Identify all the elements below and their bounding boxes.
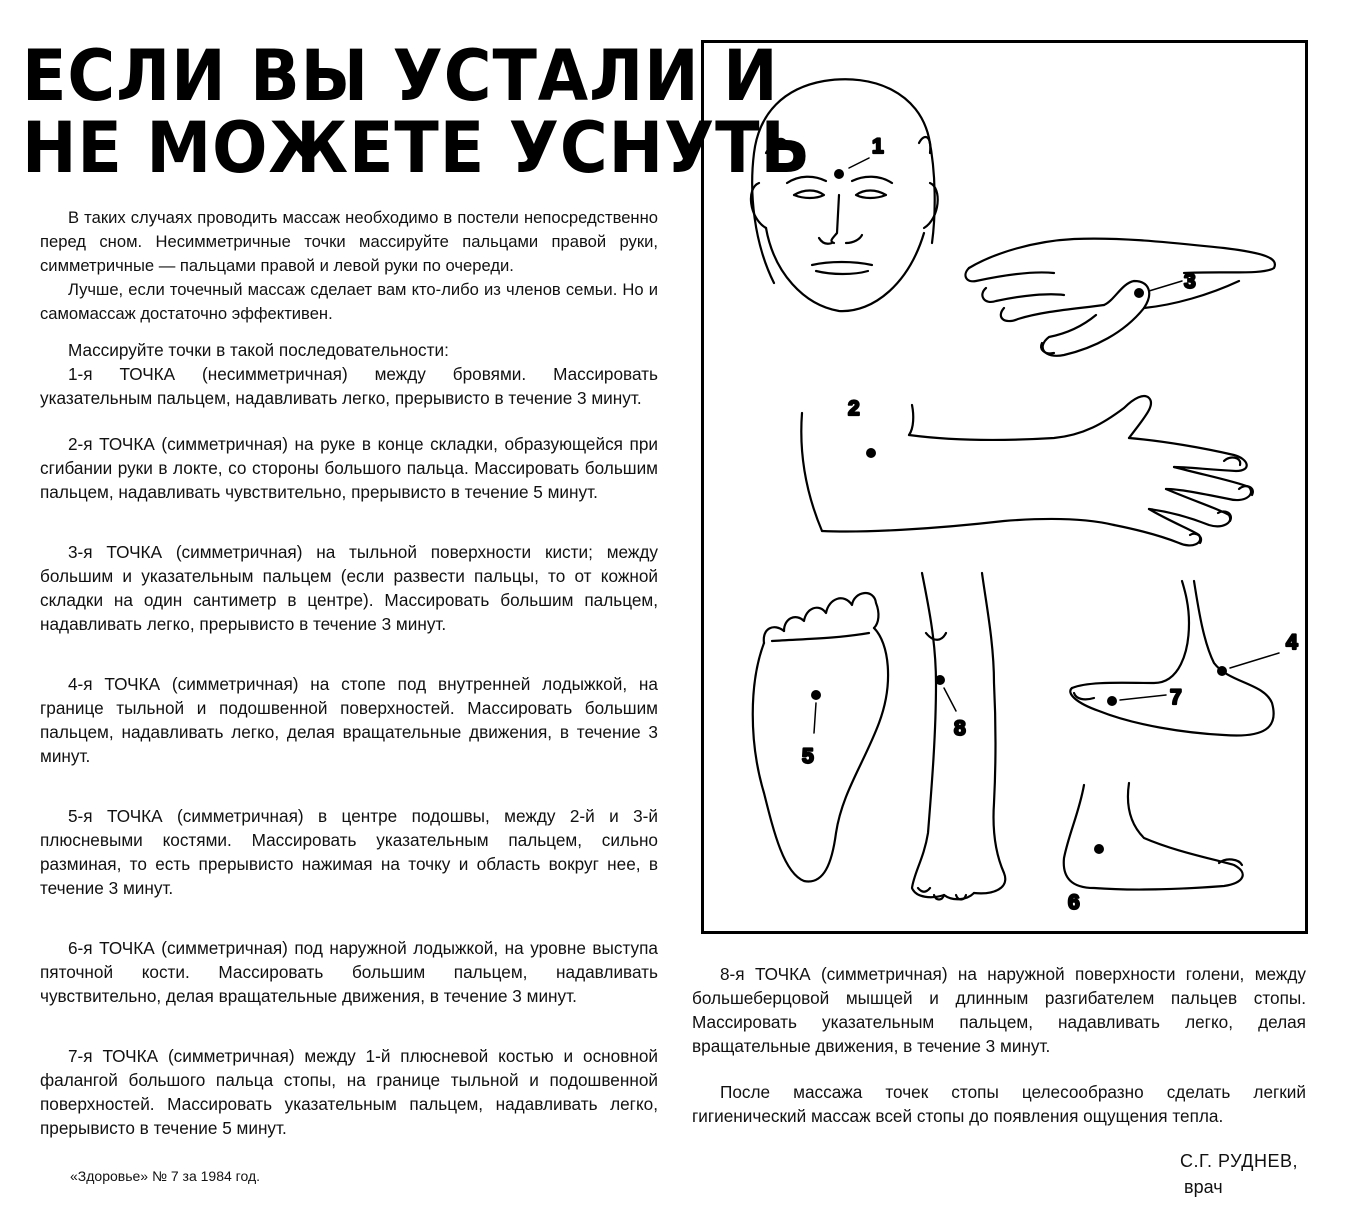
point-3-dot [1134, 288, 1144, 298]
point-8-dot [935, 675, 945, 685]
point-1-text: 1-я ТОЧКА (несимметричная) между бровями. Массировать указательным пальцем, надавливать легко, прерывисто в течение 3 минут. [40, 364, 658, 408]
label-4: 4 [1286, 631, 1298, 654]
label-6: 6 [1068, 891, 1080, 914]
article-title [22, 35, 812, 189]
point-2-text: 2-я ТОЧКА (симметричная) на руке в конце складки, образующейся при сгибании руки в локте, со стороны большого пальца. Массировать большим пальцем, надавливать чувствительно, прерывисто в течение 5 минут. [40, 434, 658, 502]
foot-outer-drawing [1064, 783, 1243, 889]
label-8: 8 [954, 717, 966, 740]
label-7: 7 [1170, 686, 1182, 709]
label-2: 2 [848, 397, 860, 420]
label-5: 5 [802, 745, 814, 768]
acupressure-illustration [704, 43, 1305, 931]
point-7-dot [1107, 696, 1117, 706]
label-3: 3 [1184, 270, 1196, 293]
point-7-leader [1120, 695, 1166, 700]
point-5-leader [814, 703, 816, 733]
point-2-dot [866, 448, 876, 458]
right-column [692, 962, 1306, 1128]
point-5-dot [811, 690, 821, 700]
illustration-frame [701, 40, 1308, 934]
author-role: врач [1184, 1177, 1223, 1197]
sole-drawing [753, 593, 888, 881]
author-name: С.Г. РУДНЕВ, [1180, 1151, 1298, 1171]
arm-drawing [801, 396, 1253, 545]
intro-paragraph: В таких случаях проводить массаж необходимо в постели непосредственно перед сном. Несимметричные точки массируйте пальцами правой руки, симметричные — пальцами правой и левой руки по очереди. [40, 208, 658, 275]
point-3-text: 3-я ТОЧКА (симметричная) на тыльной поверхности кисти; между большим и указательным пальцем (если развести пальцы, то от кожной складки на один сантиметр в центре). Массировать большим пальцем, надавливать легко, прерывисто в течение 3 минут. [40, 542, 658, 634]
point-4-leader [1230, 653, 1279, 668]
point-8-text: 8-я ТОЧКА (симметричная) на наружной поверхности голени, между большеберцовой мышцей и длинным разгибателем пальцев стопы. Массировать указательным пальцем, надавливать легко, делая вращательные движения, в течение 3 минут. [692, 964, 1306, 1056]
point-3-leader [1149, 281, 1182, 291]
title-line-2: НЕ МОЖЕТЕ УСНУТЬ [22, 107, 812, 189]
point-8-leader [944, 688, 956, 711]
point-4-dot [1217, 666, 1227, 676]
left-column [40, 206, 658, 1140]
title-line-1: ЕСЛИ ВЫ УСТАЛИ И [22, 35, 779, 117]
point-6-text: 6-я ТОЧКА (симметричная) под наружной лодыжкой, на уровне выступа пяточной кости. Массировать большим пальцем, надавливать чувствительно, делая вращательные движения, в течение 3 минут. [40, 938, 658, 1006]
point-4-text: 4-я ТОЧКА (симметричная) на стопе под внутренней лодыжкой, на границе тыльной и подошвенной поверхностей. Массировать большим пальцем, надавливать легко, делая вращательные движения, в течение 3 минут. [40, 674, 658, 766]
hand-back-drawing [965, 239, 1274, 356]
source-citation: «Здоровье» № 7 за 1984 год. [70, 1168, 261, 1184]
point-6-dot [1094, 844, 1104, 854]
sequence-heading: Массируйте точки в такой последовательности: [68, 340, 449, 360]
author-signature [1180, 1148, 1298, 1200]
point-7-text: 7-я ТОЧКА (симметричная) между 1-й плюсневой костью и основной фалангой большого пальца стопы, на границе тыльной и подошвенной поверхностей. Массировать указательным пальцем, надавливать легко, прерывисто в течение 5 минут. [40, 1046, 658, 1138]
label-1: 1 [872, 135, 884, 158]
intro-paragraph-2: Лучше, если точечный массаж сделает вам кто-либо из членов семьи. Но и самомассаж достаточно эффективен. [40, 280, 658, 323]
point-1-dot [834, 169, 844, 179]
point-5-text: 5-я ТОЧКА (симметричная) в центре подошвы, между 2-й и 3-й плюсневыми костями. Массировать указательным пальцем, сильно разминая, то есть прерывисто нажимая на точку и область вокруг нее, в течение 3 минут. [40, 806, 658, 898]
closing-paragraph: После массажа точек стопы целесообразно сделать легкий гигиенический массаж всей стопы до появления ощущения тепла. [692, 1082, 1306, 1126]
foot-inner-drawing [1070, 581, 1273, 736]
face-drawing [751, 79, 938, 311]
point-1-leader [849, 158, 869, 168]
